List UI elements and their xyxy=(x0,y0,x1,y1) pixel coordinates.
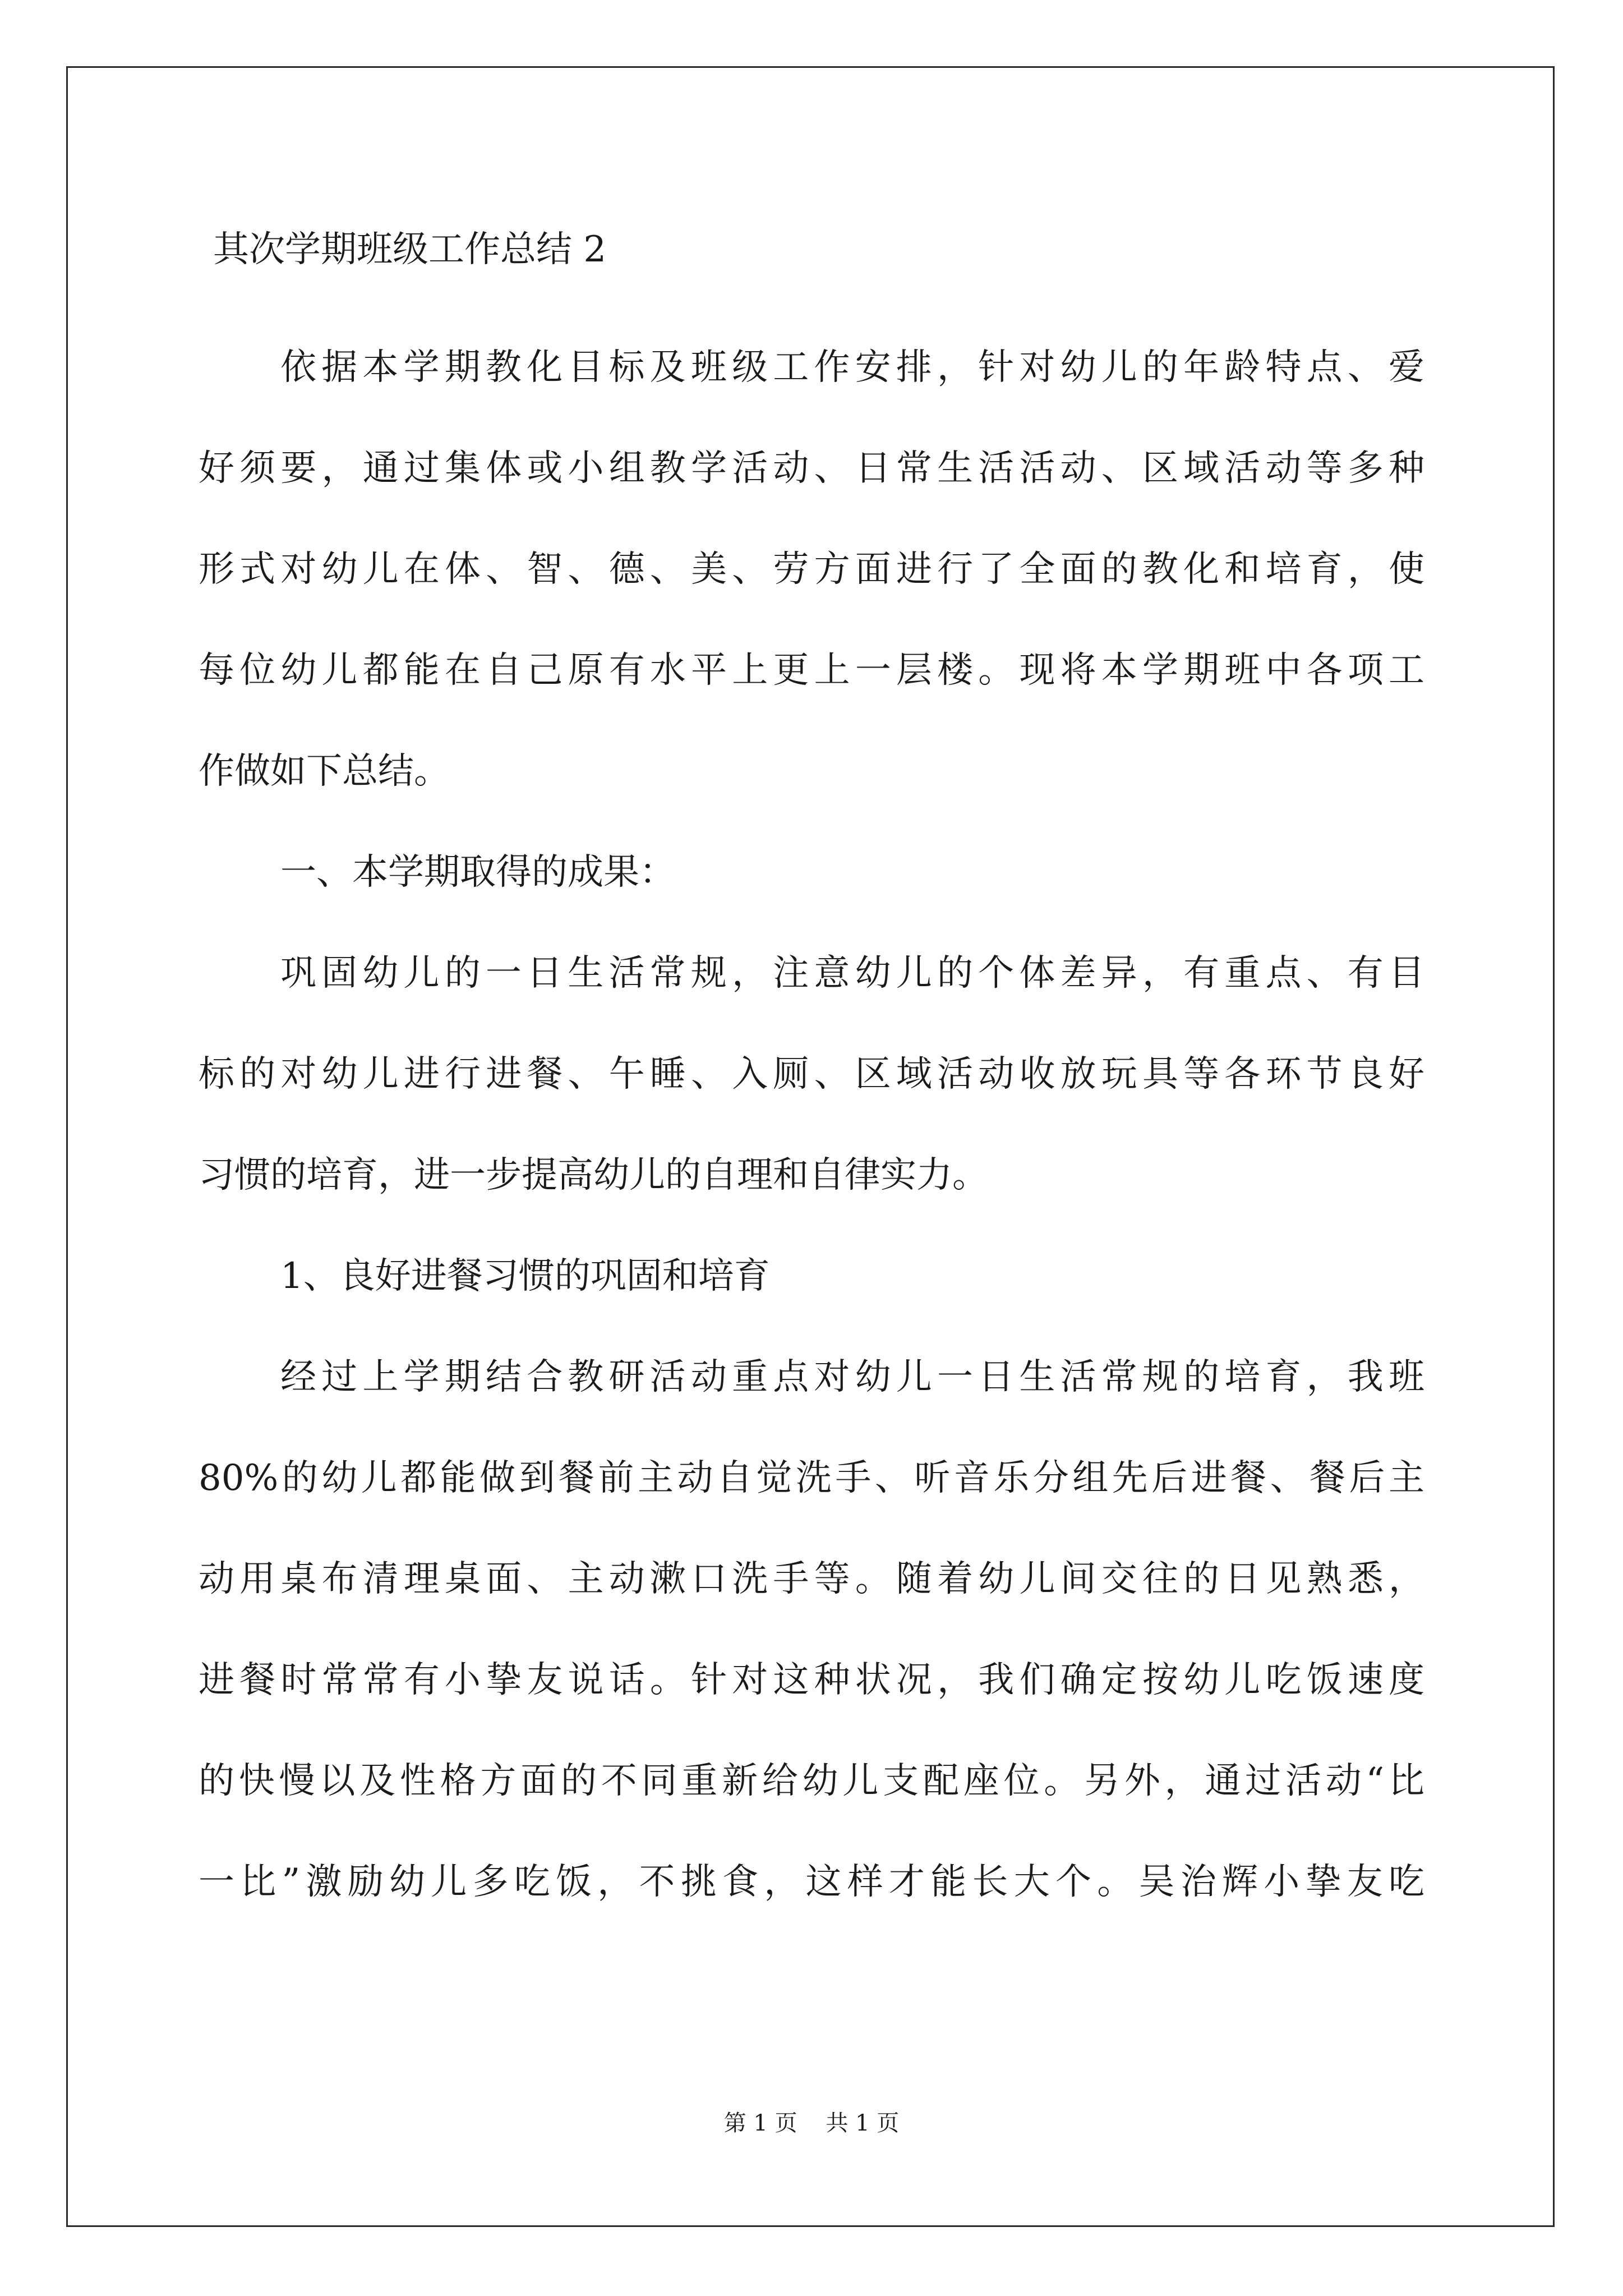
paragraph-line: 作做如下总结。 xyxy=(199,751,450,792)
paragraph-line: 80%的幼儿都能做到餐前主动自觉洗手、听音乐分组先后进餐、餐后主 xyxy=(199,1457,1424,1499)
document-title: 其次学期班级工作总结 2 xyxy=(213,229,607,270)
subsection-heading: 1、良好进餐习惯的巩固和培育 xyxy=(280,1255,770,1297)
paragraph-line: 习惯的培育，进一步提高幼儿的自理和自律实力。 xyxy=(199,1154,988,1196)
paragraph-line: 的快慢以及性格方面的不同重新给幼儿支配座位。另外，通过活动“比 xyxy=(199,1760,1424,1802)
paragraph-line: 每位幼儿都能在自己原有水平上更上一层楼。现将本学期班中各项工 xyxy=(199,650,1424,691)
paragraph-line: 形式对幼儿在体、智、德、美、劳方面进行了全面的教化和培育，使 xyxy=(199,549,1424,590)
paragraph-line: 标的对幼儿进行进餐、午睡、入厕、区域活动收放玩具等各环节良好 xyxy=(199,1053,1424,1095)
paragraph-line: 经过上学期结合教研活动重点对幼儿一日生活常规的培育，我班 xyxy=(280,1356,1424,1398)
page-number-footer: 第 1 页 共 1 页 xyxy=(723,2110,900,2136)
paragraph-line: 依据本学期教化目标及班级工作安排，针对幼儿的年龄特点、爱 xyxy=(280,347,1424,388)
paragraph-line: 动用桌布清理桌面、主动漱口洗手等。随着幼儿间交往的日见熟悉， xyxy=(199,1558,1424,1600)
section-heading: 一、本学期取得的成果： xyxy=(280,852,675,893)
paragraph-line: 进餐时常常有小挚友说话。针对这种状况，我们确定按幼儿吃饭速度 xyxy=(199,1659,1424,1701)
paragraph-line: 一比”激励幼儿多吃饭，不挑食，这样才能长大个。吴治辉小挚友吃 xyxy=(199,1861,1424,1903)
paragraph-line: 巩固幼儿的一日生活常规，注意幼儿的个体差异，有重点、有目 xyxy=(280,953,1424,994)
paragraph-line: 好须要，通过集体或小组教学活动、日常生活活动、区域活动等多种 xyxy=(199,448,1424,489)
